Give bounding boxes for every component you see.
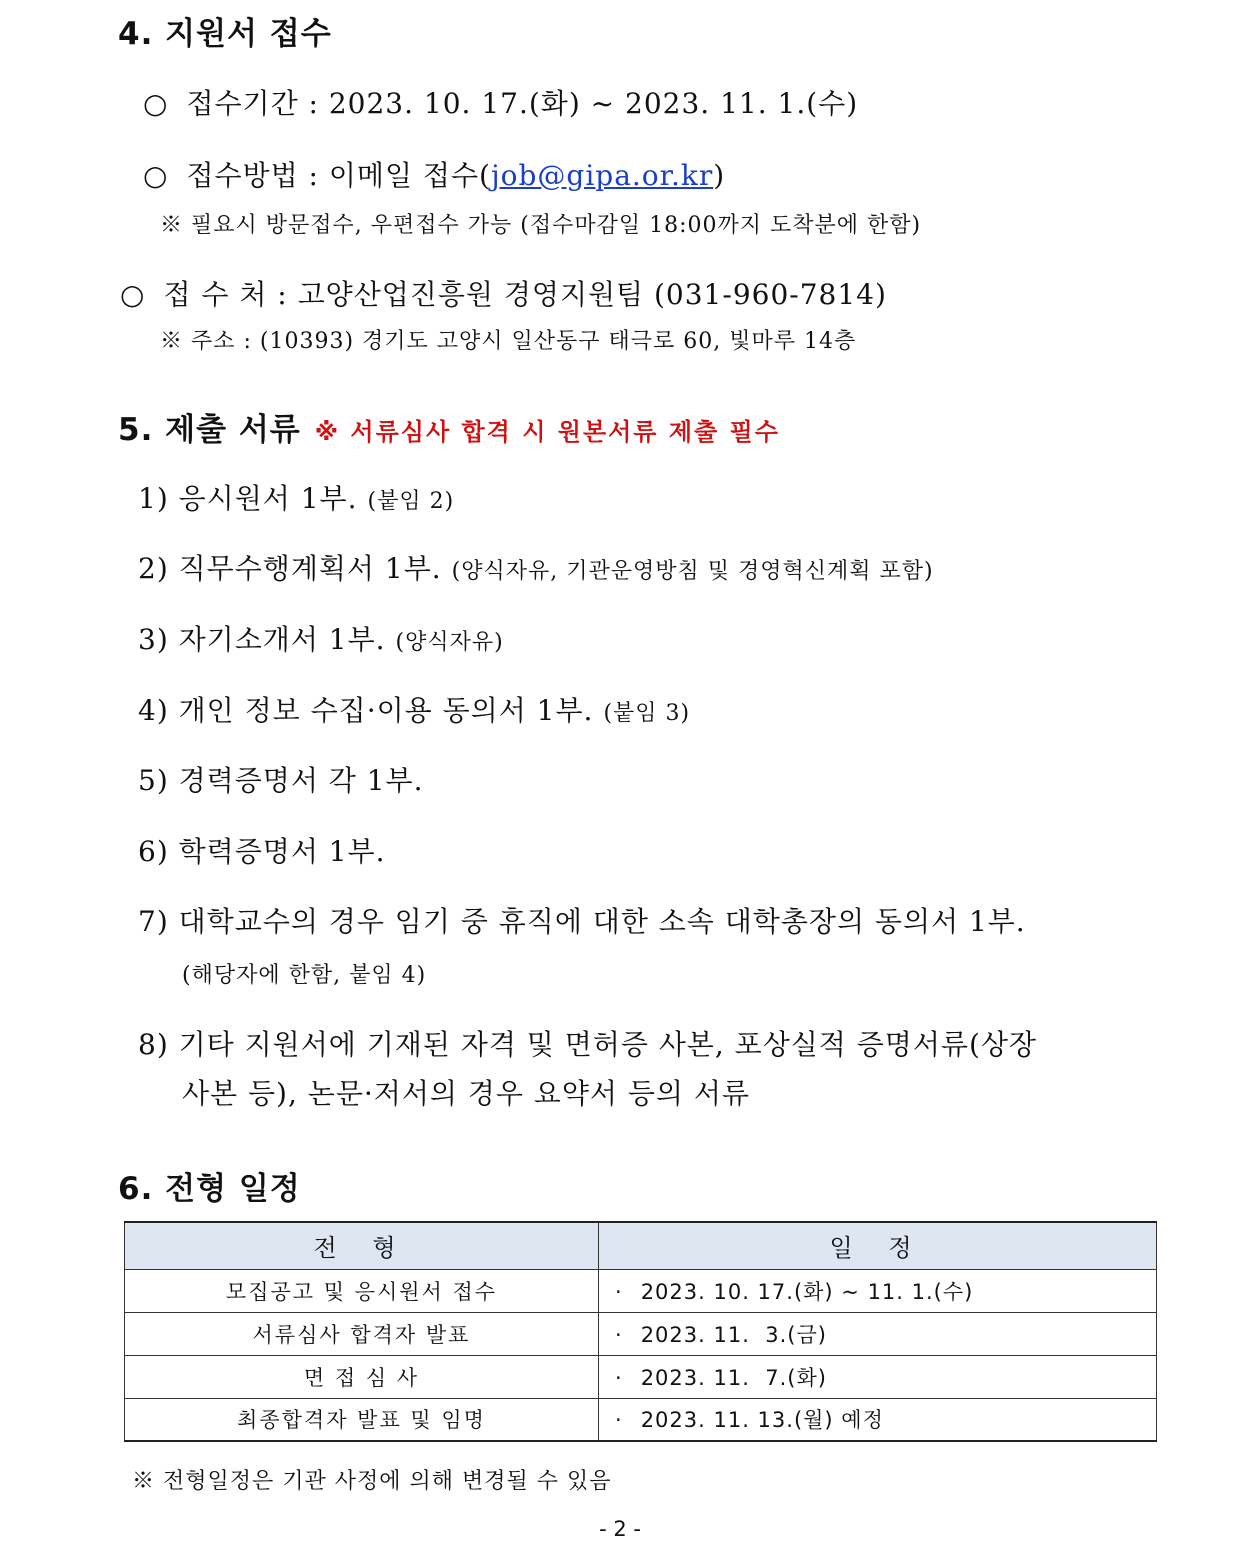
document-item-text: 6) 학력증명서 1부. [138,835,386,868]
table-row [125,1269,1157,1312]
date-cell [599,1269,1157,1312]
document-item-ref: (양식자유, 기관운영방침 및 경영혁신계획 포함) [451,559,934,584]
dot-bullet-icon: · [615,1408,623,1433]
document-item [138,477,454,517]
dot-bullet-icon: · [615,1322,623,1347]
reception-method-note: ※ 필요시 방문접수, 우편접수 가능 (접수마감일 18:00까지 도착분에 한함) [160,213,922,238]
stage-cell: 면 접 심 사 [125,1355,599,1398]
table-row [125,1312,1157,1355]
document-item [138,689,690,729]
date-text: 2023. 11. 13.(월) 예정 [640,1408,884,1433]
date-cell [599,1355,1157,1398]
schedule-footnote: ※ 전형일정은 기관 사정에 의해 변경될 수 있음 [132,1469,612,1494]
header-stage: 전 형 [125,1222,599,1269]
document-item [138,830,386,870]
document-item-text: 5) 경력증명서 각 1부. [138,764,424,797]
date-text: 2023. 11. 3.(금) [640,1322,827,1347]
document-item [138,900,1026,940]
stage-cell: 서류심사 합격자 발표 [125,1312,599,1355]
document-item [138,618,504,658]
document-item-text: 1) 응시원서 1부. [138,482,358,515]
reception-period [143,82,858,122]
document-item-text: 7) 대학교수의 경우 임기 중 휴직에 대한 소속 대학총장의 동의서 1부. [138,905,1026,938]
reception-office-text: 접 수 처 : 고양산업진흥원 경영지원팀 (031-960-7814) [163,278,887,311]
page-number: - 2 - [599,1517,641,1541]
reception-method-close: ) [713,159,726,192]
stage-cell: 최종합격자 발표 및 임명 [125,1398,599,1441]
reception-address-note: ※ 주소 : (10393) 경기도 고양시 일산동구 태극로 60, 빛마루 14층 [160,329,857,354]
reception-method-text: 접수방법 : 이메일 접수( [186,159,491,192]
table-row [125,1355,1157,1398]
reception-office [120,273,887,313]
date-cell [599,1398,1157,1441]
section4-title: 4. 지원서 접수 [118,16,332,52]
schedule-table [124,1221,1157,1442]
document-item [138,759,424,799]
document-item-continuation: (해당자에 한함, 붙임 4) [182,963,427,988]
document-item-ref: (양식자유) [395,630,504,655]
section5-title [118,404,780,449]
document-item-text: 3) 자기소개서 1부. [138,623,386,656]
date-text: 2023. 10. 17.(화) ~ 11. 1.(수) [640,1279,974,1304]
document-item [138,547,934,587]
circle-bullet-icon: ○ [143,159,169,192]
document-item-text: 2) 직무수행계획서 1부. [138,552,442,585]
stage-cell: 모집공고 및 응시원서 접수 [125,1269,599,1312]
circle-bullet-icon: ○ [120,278,146,311]
dot-bullet-icon: · [615,1279,623,1304]
section5-red-note: ※ 서류심사 합격 시 원본서류 제출 필수 [314,418,780,446]
document-item-ref: (붙임 3) [603,701,691,726]
header-schedule: 일 정 [599,1222,1157,1269]
document-item-text: 4) 개인 정보 수집·이용 동의서 1부. [138,694,594,727]
document-item-text: 8) 기타 지원서에 기재된 자격 및 면허증 사본, 포상실적 증명서류(상장 [138,1028,1037,1061]
document-item [138,1023,1037,1063]
circle-bullet-icon: ○ [143,87,169,120]
section6-title: 6. 전형 일정 [118,1171,301,1207]
table-header-row [125,1222,1157,1269]
reception-period-text: 접수기간 : 2023. 10. 17.(화) ~ 2023. 11. 1.(수) [186,87,859,120]
table-row [125,1398,1157,1441]
email-link[interactable]: job@gipa.or.kr [490,159,714,192]
date-text: 2023. 11. 7.(화) [640,1365,827,1390]
date-cell [599,1312,1157,1355]
section5-title-text: 5. 제출 서류 [118,412,301,448]
dot-bullet-icon: · [615,1365,623,1390]
reception-method [143,154,725,194]
document-item-ref: (붙임 2) [367,489,455,514]
document-item-continuation: 사본 등), 논문·저서의 경우 요약서 등의 서류 [182,1077,750,1110]
